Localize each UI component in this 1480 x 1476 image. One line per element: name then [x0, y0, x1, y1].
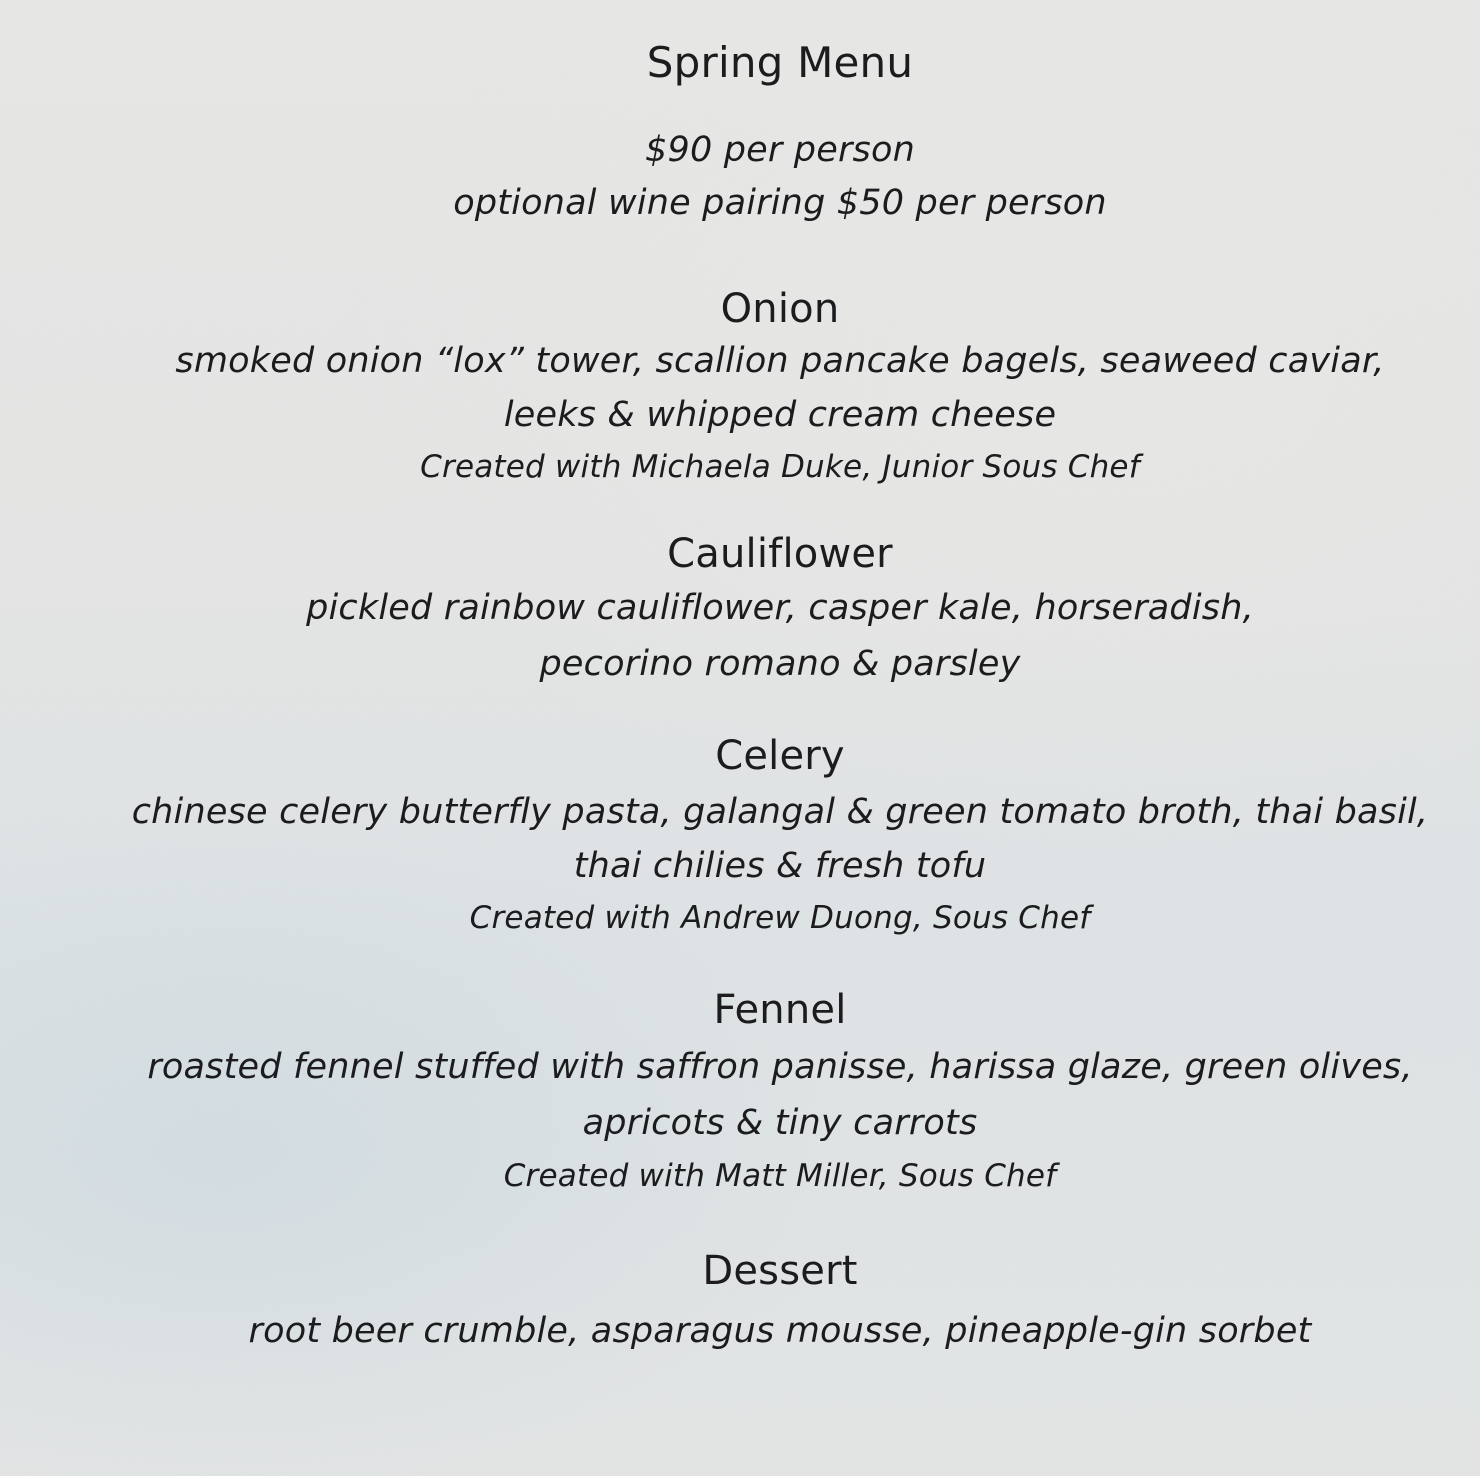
- course-description-line: apricots & tiny carrots: [582, 1103, 978, 1143]
- course-description-line: leeks & whipped cream cheese: [503, 395, 1057, 435]
- course-name-onion: Onion: [720, 286, 840, 332]
- course-credit: Created with Matt Miller, Sous Chef: [503, 1158, 1057, 1194]
- course-description-line: pecorino romano & parsley: [539, 644, 1021, 684]
- course-description-line: chinese celery butterfly pasta, galangal & green tomato broth, thai basil,: [131, 792, 1429, 832]
- course-description-line: smoked onion “lox” tower, scallion pancake bagels, seaweed caviar,: [175, 341, 1385, 381]
- course-name-dessert: Dessert: [702, 1248, 858, 1294]
- course-name-cauliflower: Cauliflower: [667, 531, 893, 577]
- course-credit: Created with Andrew Duong, Sous Chef: [469, 900, 1091, 936]
- course-description-line: roasted fennel stuffed with saffron panisse, harissa glaze, green olives,: [147, 1047, 1413, 1087]
- course-credit: Created with Michaela Duke, Junior Sous Chef: [420, 449, 1140, 485]
- course-name-fennel: Fennel: [713, 987, 847, 1033]
- wine-pairing-price: optional wine pairing $50 per person: [453, 183, 1107, 223]
- course-name-celery: Celery: [715, 733, 845, 779]
- course-description-line: root beer crumble, asparagus mousse, pineapple-gin sorbet: [248, 1311, 1312, 1351]
- price-per-person: $90 per person: [645, 130, 915, 170]
- course-description-line: thai chilies & fresh tofu: [573, 846, 987, 886]
- menu-title: Spring Menu: [646, 38, 914, 87]
- course-description-line: pickled rainbow cauliflower, casper kale, horseradish,: [306, 588, 1254, 628]
